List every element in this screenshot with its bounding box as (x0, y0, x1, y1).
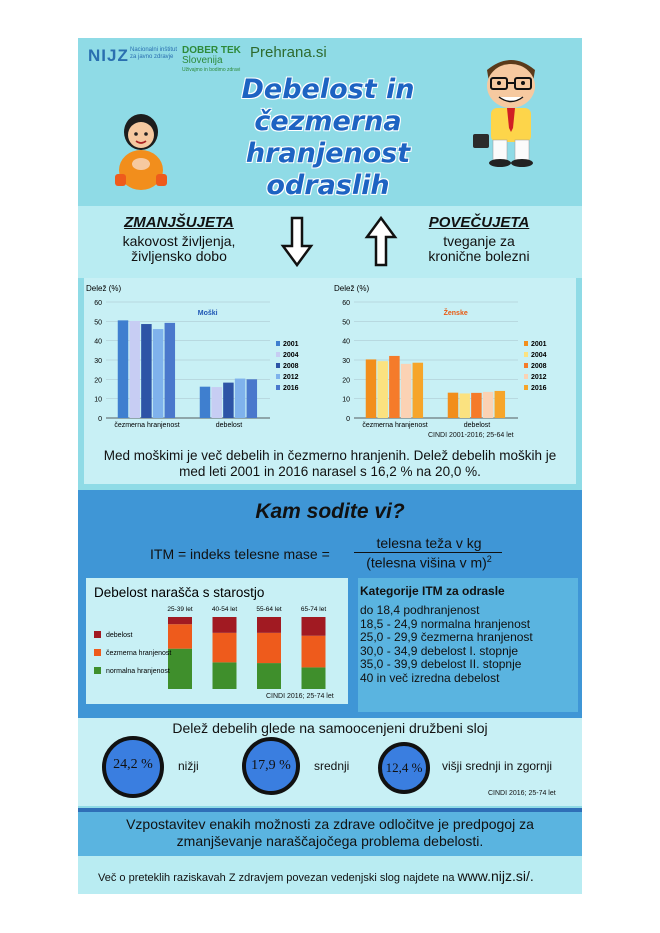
decrease-heading: ZMANJŠUJETA (124, 214, 234, 231)
bar (165, 323, 176, 418)
decrease-block (114, 214, 244, 264)
age-chart-source: CINDI 2016; 25-74 let (266, 693, 334, 700)
y-tick-label: 50 (94, 319, 102, 327)
y-tick-label: 60 (94, 300, 102, 307)
bar (129, 321, 140, 418)
x-tick-label: debelost (215, 422, 243, 429)
bmi-category: do 18,4 podhranjenost (360, 603, 480, 617)
stacked-bar-segment (257, 663, 281, 689)
legend-swatch (276, 341, 280, 346)
bmi-category: 40 in več izredna debelost (360, 670, 500, 685)
arrow-up-icon (364, 216, 398, 268)
footer-message: Vzpostavitev enakih možnosti za zdrave odločitve je predpogoj za zmanjševanje naraščajočega problema debelosti. (126, 816, 534, 849)
title-line-2: čezmerna (254, 106, 402, 137)
legend-swatch (524, 374, 528, 379)
title-line-4: odraslih (266, 170, 390, 201)
legend-swatch (276, 374, 280, 379)
legend-label: 2012 (531, 374, 547, 381)
increase-line-2: kronične bolezni (428, 248, 530, 264)
legend-label: 2008 (531, 363, 547, 370)
legend-swatch (276, 363, 280, 368)
y-tick-label: 50 (342, 319, 350, 327)
bar (495, 391, 506, 418)
social-value-high: 12,4 % (385, 760, 423, 775)
nijz-logo-text: NIJZ (88, 46, 129, 65)
bmi-category: 18,5 - 24,9 normalna hranjenost (360, 616, 531, 631)
bar (118, 320, 129, 418)
legend-label: 2001 (531, 341, 547, 348)
footer-more-text: Več o preteklih raziskavah Z zdravjem povezan vedenjski slog najdete na (98, 872, 455, 884)
legend-swatch (524, 341, 528, 346)
chart-title: Moški (197, 310, 218, 317)
legend-label: 2004 (283, 352, 299, 359)
women-bar-chart (332, 280, 578, 440)
y-tick-label: 60 (342, 300, 350, 307)
nijz-logo-subtitle: Nacionalni inštitut za javno zdravje (130, 47, 178, 60)
increase-line-1: tveganje za (443, 233, 515, 249)
stacked-bar-segment (213, 662, 237, 689)
legend-label: 2004 (531, 352, 547, 359)
bar (200, 387, 211, 418)
social-label-low: nižji (178, 759, 199, 773)
y-tick-label: 40 (342, 338, 350, 346)
stacked-bar-segment (257, 617, 281, 633)
legend-label: 2012 (283, 374, 299, 381)
legend-label: 2016 (283, 385, 299, 392)
bmi-categories-title: Kategorije ITM za odrasle (360, 584, 505, 598)
y-tick-label: 20 (342, 377, 350, 385)
y-axis-label: Delež (%) (334, 284, 370, 293)
age-stacked-chart (86, 578, 348, 704)
bmi-denominator-text: (telesna višina v m) (366, 554, 487, 571)
x-tick-label: čezmerna hranjenost (114, 422, 180, 429)
bar (153, 329, 164, 418)
arrow-down-icon (280, 216, 314, 268)
bar (471, 393, 482, 418)
legend-swatch (276, 385, 280, 390)
bar (223, 383, 234, 418)
stacked-bar-segment (257, 633, 281, 663)
decrease-line-2: življensko dobo (131, 248, 227, 264)
slovenija-logo: Slovenija (182, 55, 223, 66)
legend-label: debelost (106, 632, 133, 639)
bar (459, 393, 470, 418)
y-tick-label: 40 (94, 338, 102, 346)
bmi-categories-list (360, 604, 533, 686)
bar (448, 393, 459, 418)
bar (483, 392, 494, 418)
infographic-poster (78, 38, 582, 894)
y-tick-label: 10 (342, 396, 350, 404)
chart-title: Ženske (443, 310, 468, 317)
y-tick-label: 10 (94, 396, 102, 404)
stacked-bar-segment (213, 617, 237, 633)
bar (377, 361, 388, 418)
legend-swatch (524, 363, 528, 368)
footer-more (98, 868, 578, 884)
legend-swatch (94, 667, 101, 674)
bmi-denominator (354, 554, 504, 571)
legend-label: 2008 (283, 363, 299, 370)
bar (413, 363, 424, 418)
decrease-line-1: kakovost življenja, (122, 233, 236, 249)
x-tick-label: čezmerna hranjenost (362, 422, 428, 429)
woman-illustration (106, 108, 176, 198)
bmi-category: 30,0 - 34,9 debelost I. stopnje (360, 643, 519, 658)
legend-label: 2016 (531, 385, 547, 392)
stacked-bar-segment (213, 633, 237, 663)
legend-swatch (94, 649, 101, 656)
legend-swatch (94, 631, 101, 638)
legend-swatch (276, 352, 280, 357)
legend-swatch (524, 352, 528, 357)
social-class-title: Delež debelih glede na samoocenjeni družbeni sloj (172, 720, 488, 736)
chart-source: CINDI 2001-2016; 25-64 let (428, 432, 514, 439)
x-tick-label: debelost (463, 422, 491, 429)
social-label-high: višji srednji in zgornji (442, 759, 553, 773)
stacked-bar-segment (302, 617, 326, 636)
x-tick-label: 40-54 let (211, 606, 238, 613)
legend-swatch (524, 385, 528, 390)
y-tick-label: 0 (98, 416, 102, 423)
chart-title: Debelost narašča s starostjo (94, 585, 265, 600)
y-axis-label: Delež (%) (86, 284, 122, 293)
y-tick-label: 0 (346, 416, 350, 423)
increase-block (414, 214, 544, 264)
social-value-mid: 17,9 % (251, 758, 291, 773)
legend-label: 2001 (283, 341, 299, 348)
legend-label: normalna hranjenost (106, 668, 170, 675)
bar (235, 379, 246, 418)
dober-tek-subtitle: Uživajmo in bodimo zdravi (182, 67, 241, 73)
stacked-bar-segment (302, 636, 326, 668)
bar (366, 359, 377, 418)
bmi-category: 25,0 - 29,9 čezmerna hranjenost (360, 630, 533, 645)
stacked-bar-segment (168, 649, 192, 689)
nijz-link[interactable]: www.nijz.si/. (457, 868, 534, 884)
y-tick-label: 30 (342, 358, 350, 365)
x-tick-label: 25-39 let (167, 606, 193, 613)
prehrana-logo: Prehrana.si (250, 44, 327, 61)
y-tick-label: 20 (94, 377, 102, 385)
stacked-bar-segment (302, 667, 326, 689)
title-line-1: Debelost in (241, 74, 415, 105)
dober-tek-logo: DOBER TEK (182, 45, 241, 56)
social-label-mid: srednji (314, 759, 350, 773)
bar (247, 379, 257, 418)
bar (401, 364, 412, 418)
nijz-logo (88, 46, 129, 66)
bmi-numerator: telesna teža v kg (376, 535, 482, 551)
title-line-3: hranjenost (245, 138, 411, 169)
stacked-bar-segment (168, 617, 192, 624)
increase-heading: POVEČUJETA (428, 214, 530, 231)
bar (141, 324, 152, 418)
page-title (228, 74, 428, 202)
x-tick-label: 65-74 let (300, 606, 327, 613)
men-bar-chart (84, 280, 330, 440)
y-tick-label: 30 (94, 358, 102, 365)
bmi-question: Kam sodite vi? (255, 500, 405, 523)
x-tick-label: 55-64 let (256, 606, 282, 613)
bmi-exponent: 2 (486, 554, 492, 564)
bmi-formula-label: ITM = indeks telesne mase = (150, 546, 330, 562)
man-illustration (471, 52, 551, 168)
bar (211, 387, 222, 418)
social-value-low: 24,2 % (113, 757, 153, 772)
bar (389, 356, 400, 418)
stacked-bar-segment (168, 624, 192, 648)
men-summary-text: Med moškimi je več debelih in čezmerno hranjenih. Delež debelih moških je med leti 2001 in 2016 narasel s 16,2 % na 20,0 %. (103, 448, 557, 479)
fraction-bar (354, 552, 502, 553)
legend-label: čezmerna hranjenost (106, 650, 172, 657)
social-source: CINDI 2016; 25-74 let (488, 790, 556, 797)
bmi-category: 35,0 - 39,9 debelost II. stopnje (360, 657, 522, 672)
